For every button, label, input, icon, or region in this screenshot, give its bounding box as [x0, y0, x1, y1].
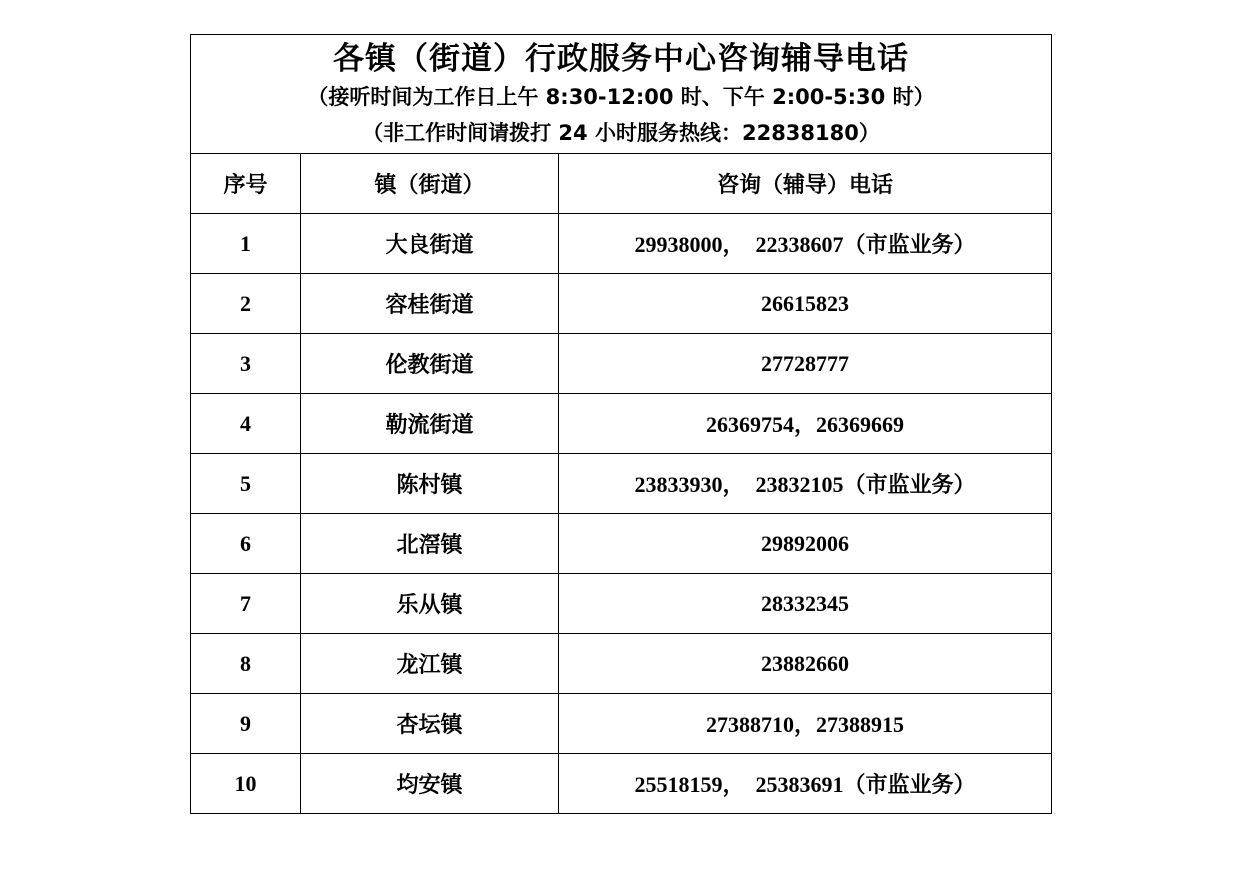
- phone-numbers-text: 29892006: [761, 530, 849, 556]
- phone-numbers-text: 27388710，27388915: [705, 712, 904, 737]
- row-index: 9: [191, 694, 301, 754]
- row-index: 1: [191, 214, 301, 274]
- row-index: 6: [191, 514, 301, 574]
- hotline-note: （非工作时间请拨打 24 小时服务热线：22838180）: [362, 121, 880, 145]
- header-phone: 咨询（辅导）电话: [559, 154, 1052, 214]
- row-index: 10: [191, 754, 301, 814]
- table-row: [191, 694, 1052, 754]
- row-town-name: 杏坛镇: [301, 694, 559, 754]
- row-town-name: 龙江镇: [301, 634, 559, 694]
- title-row: [191, 35, 1052, 154]
- table-row: [191, 634, 1052, 694]
- title-block: [191, 35, 1052, 154]
- table-row: [191, 394, 1052, 454]
- table-row: [191, 274, 1052, 334]
- row-phone-numbers: [559, 454, 1052, 514]
- phone-numbers-text: 26615823: [761, 290, 849, 316]
- row-phone-numbers: [559, 754, 1052, 814]
- row-index: 5: [191, 454, 301, 514]
- market-supervision-note: （市监业务）: [843, 233, 976, 258]
- row-town-name: 容桂街道: [301, 274, 559, 334]
- row-town-name: 均安镇: [301, 754, 559, 814]
- row-phone-numbers: [559, 694, 1052, 754]
- row-town-name: 北滘镇: [301, 514, 559, 574]
- row-phone-numbers: [559, 574, 1052, 634]
- row-phone-numbers: [559, 634, 1052, 694]
- table-row: [191, 574, 1052, 634]
- table-row: [191, 754, 1052, 814]
- row-town-name: 陈村镇: [301, 454, 559, 514]
- table-row: [191, 214, 1052, 274]
- phone-numbers-text: 23833930， 23832105: [634, 472, 844, 497]
- service-hours-note: （接听时间为工作日上午 8:30-12:00 时、下午 2:00-5:30 时）: [307, 85, 935, 109]
- table-row: [191, 334, 1052, 394]
- table-row: [191, 514, 1052, 574]
- row-index: 4: [191, 394, 301, 454]
- row-phone-numbers: [559, 214, 1052, 274]
- row-town-name: 伦教街道: [301, 334, 559, 394]
- row-phone-numbers: [559, 334, 1052, 394]
- row-index: 7: [191, 574, 301, 634]
- phone-numbers-text: 29938000， 22338607: [634, 232, 844, 257]
- market-supervision-note: （市监业务）: [843, 773, 976, 798]
- phone-numbers-text: 28332345: [761, 590, 849, 616]
- header-town: 镇（街道）: [301, 154, 559, 214]
- row-phone-numbers: [559, 514, 1052, 574]
- market-supervision-note: （市监业务）: [843, 473, 976, 498]
- phone-numbers-text: 23882660: [761, 650, 849, 676]
- row-phone-numbers: [559, 394, 1052, 454]
- row-town-name: 勒流街道: [301, 394, 559, 454]
- row-phone-numbers: [559, 274, 1052, 334]
- document-title: 各镇（街道）行政服务中心咨询辅导电话: [333, 41, 909, 77]
- header-index: 序号: [191, 154, 301, 214]
- table-header-row: [191, 154, 1052, 214]
- table-body: [191, 214, 1052, 814]
- row-index: 3: [191, 334, 301, 394]
- phone-numbers-text: 25518159， 25383691: [634, 772, 844, 797]
- row-index: 8: [191, 634, 301, 694]
- phone-numbers-text: 27728777: [761, 350, 849, 376]
- row-town-name: 乐从镇: [301, 574, 559, 634]
- row-town-name: 大良街道: [301, 214, 559, 274]
- consultation-phone-table: [190, 34, 1052, 814]
- phone-numbers-text: 26369754，26369669: [705, 412, 904, 437]
- table-row: [191, 454, 1052, 514]
- row-index: 2: [191, 274, 301, 334]
